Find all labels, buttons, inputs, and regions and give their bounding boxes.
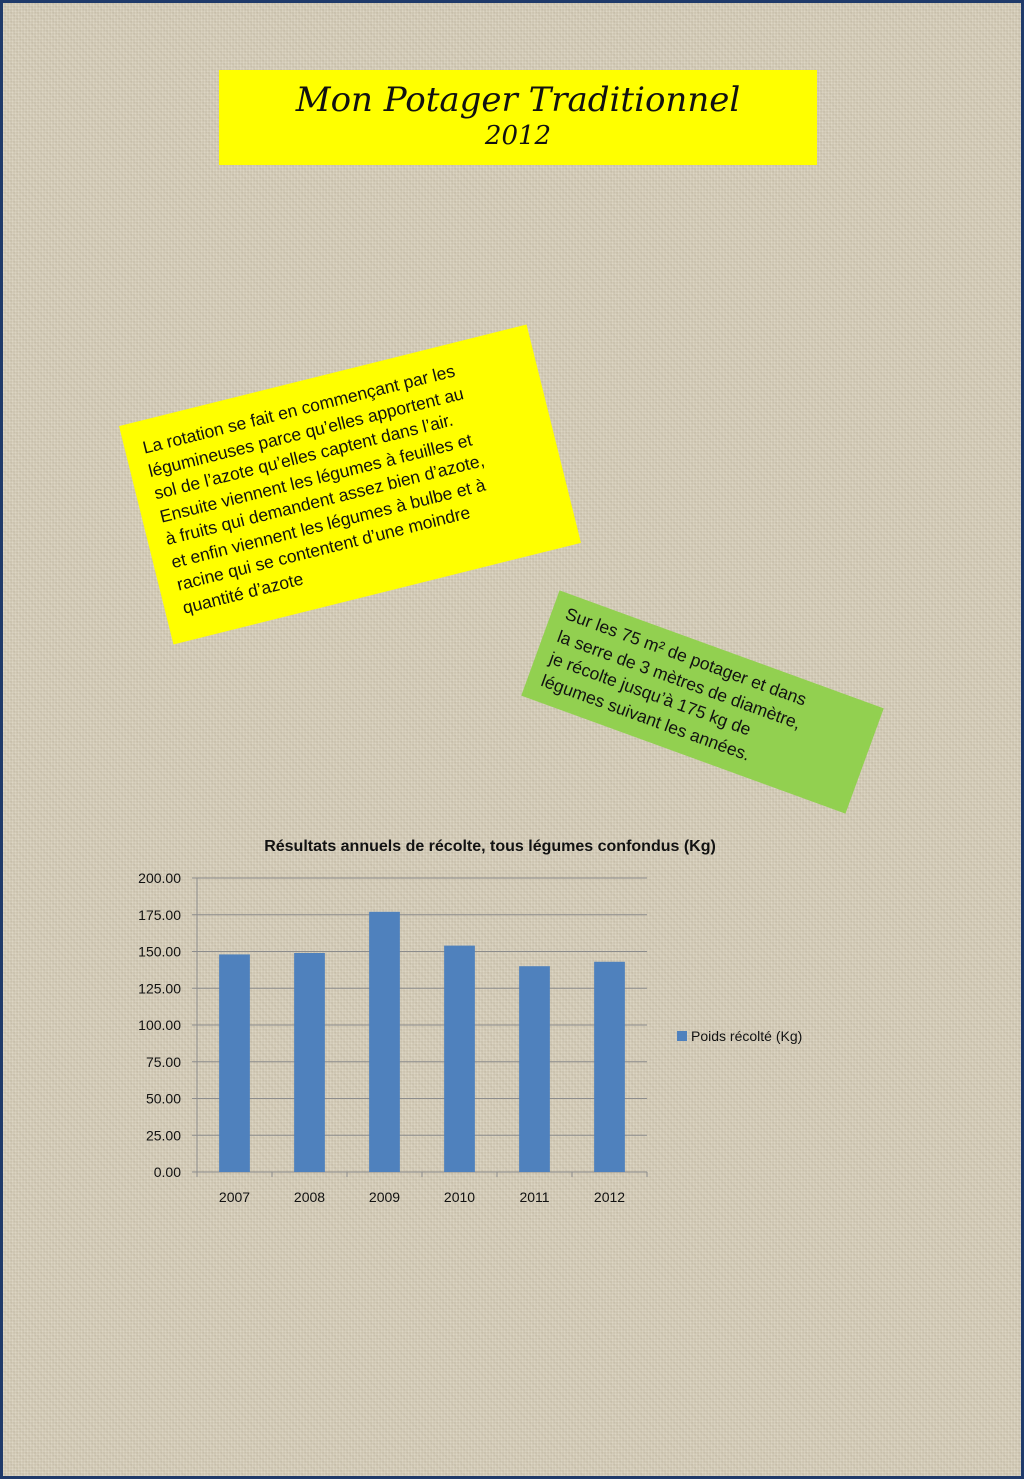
bar-2009 <box>369 912 400 1172</box>
chart-legend <box>677 1028 802 1044</box>
title-banner <box>219 70 817 165</box>
x-tick-label: 2012 <box>593 1189 626 1205</box>
y-tick-label: 0.00 <box>153 1164 181 1180</box>
harvest-bar-chart <box>110 862 670 1212</box>
legend-swatch <box>677 1031 687 1041</box>
bar-2007 <box>219 954 250 1172</box>
x-tick-label: 2010 <box>443 1189 476 1205</box>
y-tick-label: 200.00 <box>138 870 181 886</box>
rotation-note: La rotation se fait en commençant par les légumineuses parce qu’elles apportent au sol de l’azote qu’elles captent dans l’air. Ensuite viennent les légumes à feuilles et à fruits qui demandent assez bien d’azote, et enfin viennent les légumes à bulbe et à racine qui se contentent d’une moindre quantité d’azote <box>119 325 581 645</box>
y-tick-label: 150.00 <box>138 943 181 960</box>
x-tick-label: 2007 <box>218 1189 251 1205</box>
page-year: 2012 <box>484 121 552 151</box>
x-tick-label: 2009 <box>368 1189 401 1205</box>
bar-2008 <box>294 953 325 1172</box>
harvest-note: Sur les 75 m² de potager et dans la serre de 3 mètres de diamètre, je récolte jusqu’à 175 kg de légumes suivant les années. <box>521 590 884 813</box>
y-tick-label: 100.00 <box>138 1017 181 1033</box>
legend-label: Poids récolté (Kg) <box>691 1028 803 1044</box>
y-tick-label: 175.00 <box>138 906 181 923</box>
bar-2010 <box>444 946 475 1172</box>
y-tick-label: 25.00 <box>145 1127 181 1144</box>
chart-title: Résultats annuels de récolte, tous légumes confondus (Kg) <box>264 838 716 855</box>
bar-2012 <box>594 962 625 1172</box>
y-tick-label: 50.00 <box>145 1090 181 1107</box>
x-tick-label: 2011 <box>519 1189 550 1205</box>
x-tick-label: 2008 <box>293 1189 326 1205</box>
bar-2011 <box>519 966 550 1172</box>
y-tick-label: 75.00 <box>145 1053 181 1070</box>
page-title: Mon Potager Traditionnel <box>295 80 741 120</box>
y-tick-label: 125.00 <box>138 980 181 997</box>
